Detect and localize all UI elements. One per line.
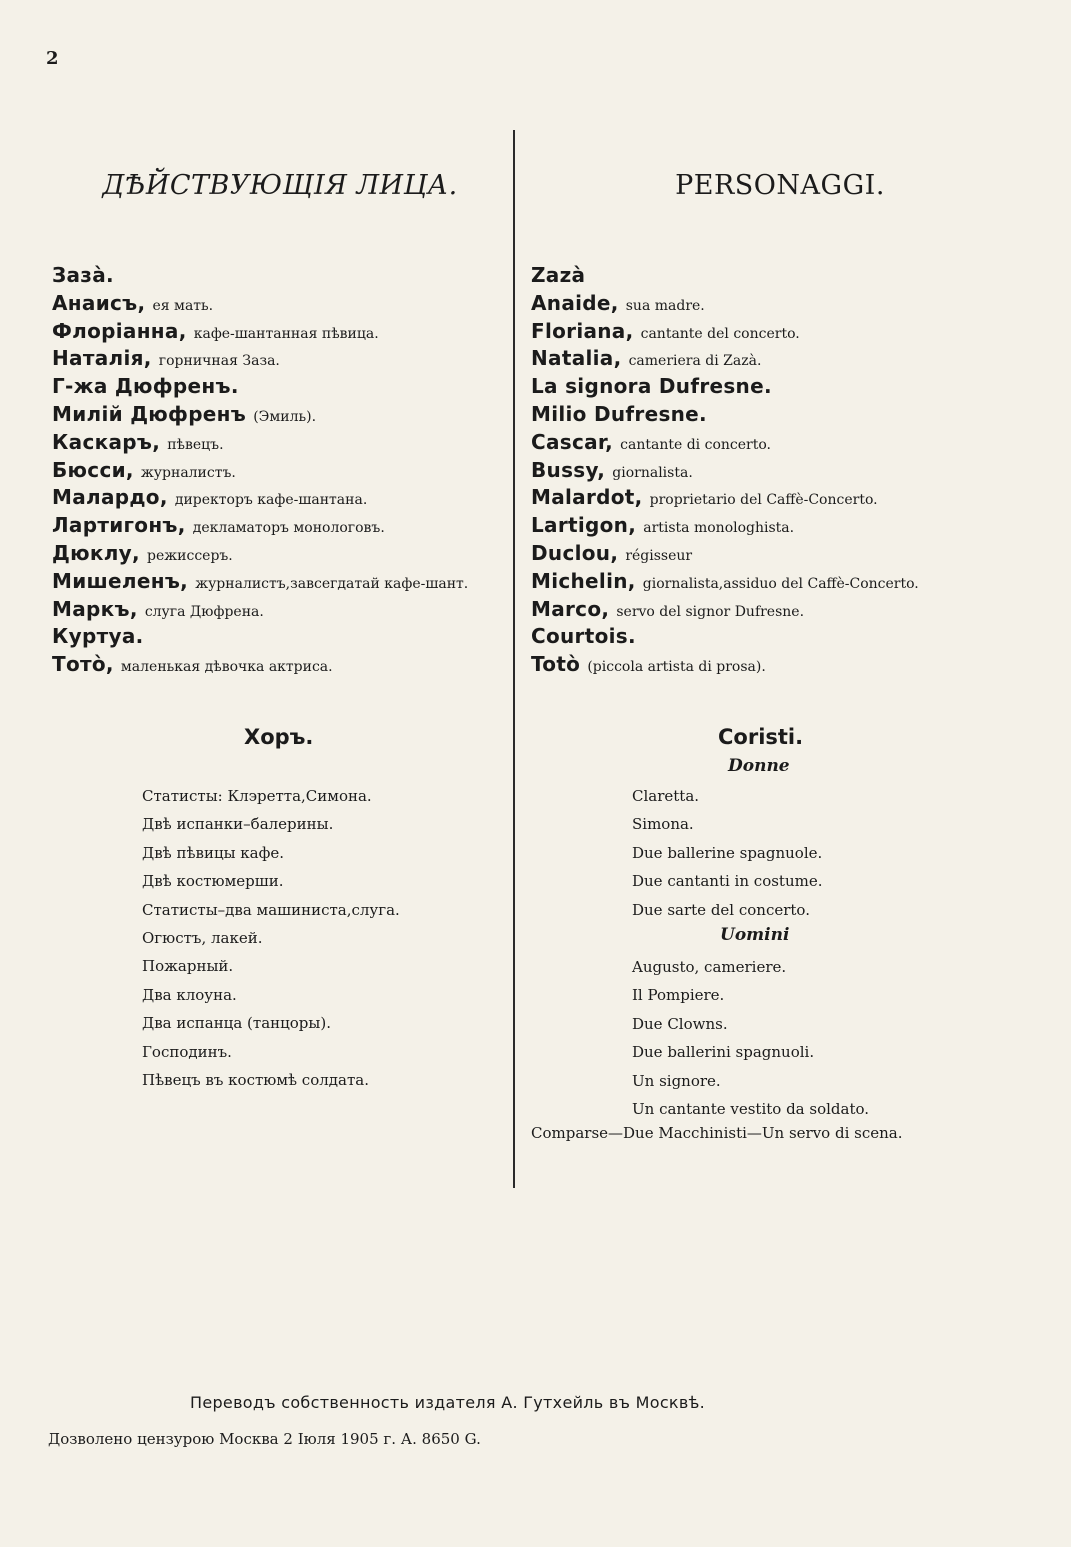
censor-notice: Дозволено цензурою Москва 2 Іюля 1905 г. А. 8650 G.	[48, 1430, 481, 1448]
role-name: Куртуа.	[52, 624, 144, 649]
heading-italian: PERSONAGGI.	[675, 170, 885, 201]
role-entry	[531, 596, 1031, 624]
role-name: Cascar,	[531, 429, 614, 454]
role-name: Милій Дюфренъ	[52, 401, 247, 426]
role-name: Мишеленъ,	[52, 568, 189, 593]
chorus-entry: Господинъ.	[142, 1042, 232, 1061]
chorus-entry: Пожарный.	[142, 957, 234, 976]
role-entry	[531, 623, 1031, 651]
role-name: Lartigon,	[531, 513, 637, 538]
role-description: журналистъ.	[140, 464, 236, 481]
role-description: (piccola artista di prosa).	[587, 659, 766, 676]
chorus-entry: Два клоуна.	[142, 985, 237, 1004]
role-entry	[52, 568, 507, 596]
chorus-entry: Un signore.	[632, 1071, 721, 1090]
role-name: Наталія,	[52, 346, 152, 371]
roles-russian	[52, 262, 507, 679]
chorus-men	[632, 953, 869, 1123]
chorus-entry: Due Clowns.	[632, 1014, 728, 1033]
chorus-entry: Claretta.	[632, 787, 700, 805]
role-entry	[52, 429, 507, 457]
chorus-entry: Un cantante vestito da soldato.	[632, 1099, 870, 1118]
role-name: Анаисъ,	[52, 290, 146, 315]
chorus-entry: Двѣ испанки–балерины.	[142, 815, 334, 834]
chorus-entry: Il Pompiere.	[632, 986, 725, 1005]
chorus-title-italian: Coristi.	[718, 725, 804, 749]
role-entry	[531, 318, 1031, 346]
chorus-entry: Due ballerini spagnuoli.	[632, 1043, 815, 1062]
role-entry	[52, 484, 507, 512]
women-label: Donne	[728, 756, 790, 776]
role-name: Малардо,	[52, 485, 168, 510]
role-entry	[531, 373, 1031, 401]
role-entry	[531, 290, 1031, 318]
role-description: artista monologhista.	[643, 520, 795, 537]
role-name: Маркъ,	[52, 596, 138, 621]
role-entry	[531, 484, 1031, 512]
role-description: régisseur	[625, 547, 693, 564]
role-entry	[531, 457, 1031, 485]
role-entry	[52, 401, 507, 429]
role-name: Marco,	[531, 596, 610, 621]
role-entry	[531, 540, 1031, 568]
role-name: Floriana,	[531, 318, 634, 343]
role-name: Флоріанна,	[52, 318, 187, 343]
role-description: горничная Заза.	[158, 353, 280, 370]
role-description: маленькая дѣвочка актриса.	[120, 659, 333, 676]
extras-line: Comparse—Due Macchinisti—Un servo di scena.	[531, 1124, 903, 1142]
role-entry	[52, 373, 507, 401]
chorus-entry: Статисты–два машиниста,слуга.	[142, 900, 400, 919]
role-name: La signora Dufresne.	[531, 374, 772, 399]
roles-italian	[531, 262, 1031, 679]
role-description: cantante del concerto.	[640, 325, 800, 342]
role-description: кафе-шантанная пѣвица.	[193, 325, 379, 342]
role-name: Milio Dufresne.	[531, 401, 707, 426]
role-name: Malardot,	[531, 485, 643, 510]
role-name: Зазà.	[52, 263, 114, 287]
role-name: Бюсси,	[52, 457, 134, 482]
role-description: proprietario del Caffè-Concerto.	[649, 492, 878, 509]
chorus-entry: Due sarte del concerto.	[632, 900, 810, 919]
role-name: Michelin,	[531, 568, 636, 593]
role-description: декламаторъ монологовъ.	[192, 520, 385, 537]
role-description: giornalista,assiduo del Caffè-Concerto.	[642, 575, 919, 592]
chorus-entry: Augusto, cameriere.	[632, 958, 787, 976]
chorus-entry: Двѣ пѣвицы кафе.	[142, 843, 284, 862]
role-entry	[531, 651, 1031, 679]
role-name: Courtois.	[531, 624, 636, 649]
role-entry	[531, 262, 1031, 290]
role-description: cameriera di Zazà.	[628, 353, 762, 370]
translation-notice: Переводъ собственность издателя А. Гутхейль въ Москвѣ.	[190, 1393, 706, 1412]
chorus-entry: Simona.	[632, 815, 694, 834]
role-name: Тотò,	[52, 652, 114, 677]
role-entry	[52, 345, 507, 373]
role-name: Anaide,	[531, 290, 619, 315]
role-entry	[52, 512, 507, 540]
role-description: giornalista.	[612, 464, 693, 481]
role-entry	[52, 540, 507, 568]
role-name: Bussy,	[531, 457, 606, 482]
role-description: пѣвецъ.	[167, 436, 224, 453]
chorus-entry: Пѣвецъ въ костюмѣ солдата.	[142, 1070, 369, 1089]
role-entry	[531, 568, 1031, 596]
role-description: cantante di concerto.	[620, 436, 771, 453]
chorus-entry: Двѣ костюмерши.	[142, 872, 284, 891]
role-name: Zazà	[531, 263, 586, 287]
role-description: слуга Дюфрена.	[144, 603, 264, 620]
role-description: sua madre.	[625, 297, 705, 314]
role-name: Totò	[531, 652, 581, 677]
role-entry	[531, 512, 1031, 540]
role-entry	[531, 401, 1031, 429]
chorus-russian	[142, 782, 400, 1094]
role-name: Каскаръ,	[52, 429, 161, 454]
role-name: Дюклу,	[52, 540, 140, 565]
role-name: Г-жа Дюфренъ.	[52, 374, 239, 399]
chorus-entry: Два испанца (танцоры).	[142, 1014, 331, 1033]
role-entry	[52, 596, 507, 624]
role-entry	[52, 623, 507, 651]
column-divider	[513, 130, 515, 1188]
chorus-entry: Огюстъ, лакей.	[142, 928, 263, 947]
role-description: журналистъ,завсегдатай кафе-шант.	[195, 575, 469, 592]
role-description: (Эмиль).	[253, 408, 317, 425]
chorus-women	[632, 782, 822, 924]
role-name: Natalia,	[531, 346, 622, 371]
role-entry	[52, 290, 507, 318]
heading-russian: ДѢЙСТВУЮЩІЯ ЛИЦА.	[102, 170, 458, 201]
chorus-title-russian: Хоръ.	[244, 725, 314, 749]
role-entry	[52, 457, 507, 485]
role-description: servo del signor Dufresne.	[616, 603, 805, 620]
chorus-entry: Due cantanti in costume.	[632, 872, 823, 891]
role-description: ея мать.	[152, 297, 214, 314]
page-number: 2	[46, 48, 59, 69]
role-description: директоръ кафе-шантана.	[174, 492, 368, 509]
role-entry	[52, 262, 507, 290]
role-name: Duclou,	[531, 540, 619, 565]
role-entry	[52, 318, 507, 346]
role-entry	[531, 345, 1031, 373]
role-entry	[531, 429, 1031, 457]
role-description: режиссеръ.	[147, 547, 233, 564]
chorus-entry: Статисты: Клэретта,Симона.	[142, 787, 372, 805]
men-label: Uomini	[720, 925, 790, 945]
role-name: Лартигонъ,	[52, 513, 186, 538]
role-entry	[52, 651, 507, 679]
chorus-entry: Due ballerine spagnuole.	[632, 843, 823, 862]
